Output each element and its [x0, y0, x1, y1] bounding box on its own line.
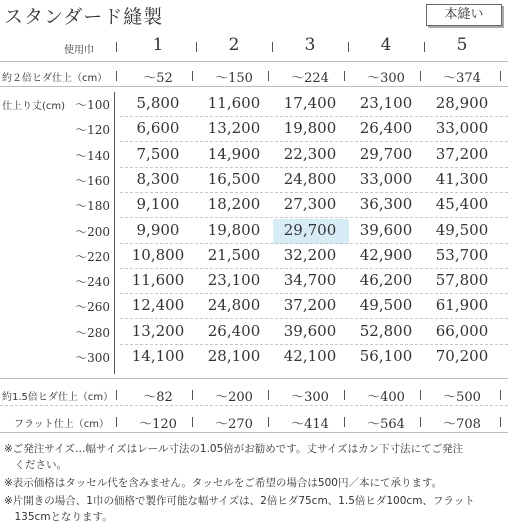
- pleat2-value: ～300: [367, 71, 405, 86]
- note-line: ※ご発注サイズ…幅サイズはレール寸法の1.05倍がお勧めです。丈サイズはカン下寸法にてご発注: [4, 443, 464, 455]
- column-separator: [420, 390, 421, 400]
- width-2: 2: [228, 35, 240, 55]
- pleat2-value: ～224: [291, 71, 329, 86]
- price-cell: 57,800: [435, 271, 489, 290]
- pleat15-value: ～300: [291, 390, 329, 405]
- price-cell: 10,800: [131, 245, 185, 264]
- price-cell: 70,200: [435, 347, 489, 365]
- price-cell: 42,100: [283, 347, 337, 365]
- pleat15-value: ～82: [143, 390, 173, 405]
- price-cell: 9,100: [136, 195, 180, 214]
- column-separator: [268, 71, 269, 81]
- length-label: 仕上り丈(cm): [2, 101, 66, 112]
- column-separator: [116, 390, 117, 400]
- note-line: 135cmとなります。: [4, 511, 113, 523]
- pleat15-value: ～400: [367, 390, 405, 405]
- column-separator: [192, 71, 193, 81]
- row-divider: [120, 293, 508, 294]
- price-cell: 49,500: [359, 296, 413, 315]
- column-separator: [344, 71, 345, 81]
- length-column-bar: [114, 92, 115, 374]
- column-separator: [344, 417, 345, 427]
- length-value: ～260: [75, 300, 110, 315]
- price-cell: 22,300: [283, 144, 337, 163]
- row-divider: [120, 217, 508, 218]
- column-separator: [344, 390, 345, 400]
- column-separator: [420, 417, 421, 427]
- pleat2-value: ～374: [443, 71, 481, 86]
- note-line: ※片開きの場合、1巾の価格で製作可能な幅サイズは、2倍ヒダ75cm、1.5倍ヒダ100cm、フラット: [4, 495, 475, 507]
- row-divider: [120, 318, 508, 319]
- pleat2-value: ～52: [143, 71, 173, 86]
- price-cell: 16,500: [207, 169, 261, 188]
- price-cell: 46,200: [359, 271, 413, 290]
- pleat15-value: ～200: [215, 390, 253, 405]
- pleat2-value: ～150: [215, 71, 253, 86]
- price-cell: 49,500: [435, 220, 489, 239]
- price-cell: 27,300: [283, 195, 337, 214]
- price-cell: 9,900: [136, 220, 180, 239]
- header-label: 使用巾: [64, 45, 94, 56]
- pleat15-value: ～500: [443, 390, 481, 405]
- length-value: ～100: [75, 98, 110, 112]
- price-cell: 23,100: [359, 94, 413, 112]
- page-title: スタンダード縫製: [4, 6, 164, 28]
- row-divider: [120, 344, 508, 345]
- price-cell: 32,200: [283, 245, 337, 264]
- price-cell: 6,600: [136, 119, 180, 138]
- column-separator: [268, 417, 269, 427]
- divider: [0, 405, 508, 406]
- flat-value: ～564: [367, 417, 405, 432]
- pleat2-label: 約２倍ヒダ仕上（cm）: [2, 73, 108, 84]
- price-cell: 13,200: [131, 321, 185, 340]
- length-value: ～180: [75, 199, 110, 214]
- price-cell: 23,100: [207, 271, 261, 290]
- length-value: ～120: [75, 123, 110, 138]
- price-cell: 21,500: [207, 245, 261, 264]
- row-divider: [120, 167, 508, 168]
- length-value: ～300: [75, 351, 110, 365]
- note-line: ください。: [4, 459, 67, 471]
- price-cell: 8,300: [136, 169, 180, 188]
- price-cell: 52,800: [359, 321, 413, 340]
- divider: [0, 61, 508, 62]
- price-cell: 29,700: [283, 220, 337, 239]
- flat-value: ～270: [215, 417, 253, 432]
- divider: [0, 432, 508, 433]
- flat-value: ～414: [291, 417, 329, 432]
- width-5: 5: [456, 35, 468, 55]
- divider: [0, 378, 508, 379]
- price-cell: 28,900: [435, 94, 489, 112]
- length-value: ～160: [75, 173, 110, 188]
- price-cell: 61,900: [435, 296, 489, 315]
- price-cell: 29,700: [359, 144, 413, 163]
- column-separator: [116, 42, 117, 52]
- price-cell: 26,400: [359, 119, 413, 138]
- price-cell: 39,600: [283, 321, 337, 340]
- note-line: ※表示価格はタッセル代を含みません。タッセルをご希望の場合は500円／本にて承ります。: [4, 477, 443, 489]
- row-divider: [120, 116, 508, 117]
- column-separator: [116, 71, 117, 81]
- row-divider: [120, 192, 508, 193]
- length-value: ～240: [75, 275, 110, 290]
- price-cell: 11,600: [207, 94, 261, 112]
- price-cell: 37,200: [435, 144, 489, 163]
- width-1: 1: [152, 35, 164, 55]
- price-cell: 53,700: [435, 245, 489, 264]
- flat-value: ～120: [139, 417, 177, 432]
- price-cell: 45,400: [435, 195, 489, 214]
- column-separator: [192, 390, 193, 400]
- price-cell: 17,400: [283, 94, 337, 112]
- length-value: ～220: [75, 249, 110, 264]
- divider: [0, 86, 508, 87]
- price-cell: 18,200: [207, 195, 261, 214]
- price-cell: 36,300: [359, 195, 413, 214]
- row-divider: [120, 268, 508, 269]
- column-separator: [268, 390, 269, 400]
- column-separator: [500, 390, 501, 400]
- price-cell: 12,400: [131, 296, 185, 315]
- flat-value: ～708: [443, 417, 481, 432]
- price-cell: 13,200: [207, 119, 261, 138]
- price-cell: 33,000: [435, 119, 489, 138]
- length-value: ～200: [75, 224, 110, 239]
- pleat15-label: 約1.5倍ヒダ仕上（cm）: [2, 392, 114, 403]
- price-cell: 11,600: [131, 271, 185, 290]
- price-cell: 26,400: [207, 321, 261, 340]
- price-cell: 41,300: [435, 169, 489, 188]
- row-divider: [120, 141, 508, 142]
- price-cell: 14,900: [207, 144, 261, 163]
- width-4: 4: [380, 35, 392, 55]
- price-cell: 14,100: [131, 347, 185, 365]
- price-cell: 33,000: [359, 169, 413, 188]
- sewing-type-badge: 本縫い: [426, 4, 502, 26]
- price-cell: 37,200: [283, 296, 337, 315]
- price-cell: 28,100: [207, 347, 261, 365]
- price-cell: 7,500: [136, 144, 180, 163]
- column-separator: [420, 71, 421, 81]
- width-3: 3: [304, 35, 316, 55]
- length-value: ～140: [75, 148, 110, 163]
- price-cell: 34,700: [283, 271, 337, 290]
- column-separator: [500, 417, 501, 427]
- price-cell: 24,800: [283, 169, 337, 188]
- price-cell: 39,600: [359, 220, 413, 239]
- price-cell: 5,800: [136, 94, 180, 112]
- column-separator: [500, 71, 501, 81]
- column-separator: [116, 417, 117, 427]
- price-cell: 24,800: [207, 296, 261, 315]
- price-cell: 66,000: [435, 321, 489, 340]
- price-cell: 19,800: [283, 119, 337, 138]
- price-cell: 42,900: [359, 245, 413, 264]
- flat-label: フラット仕上（cm）: [14, 419, 110, 430]
- price-cell: 56,100: [359, 347, 413, 365]
- row-divider: [120, 243, 508, 244]
- length-value: ～280: [75, 325, 110, 340]
- price-cell: 19,800: [207, 220, 261, 239]
- column-separator: [192, 417, 193, 427]
